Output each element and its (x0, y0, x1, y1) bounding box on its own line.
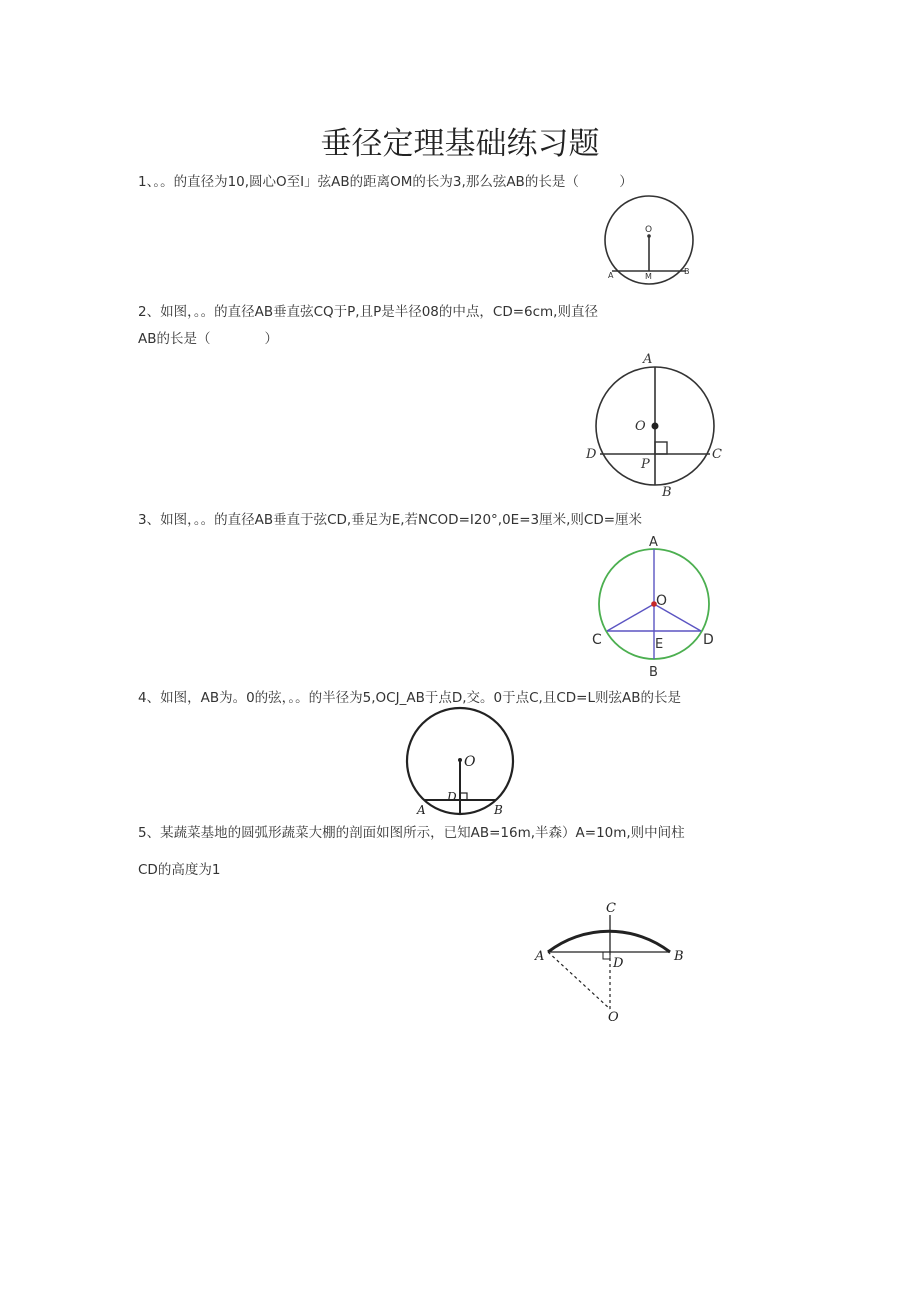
fig5-label-a: A (535, 949, 545, 964)
fig1-label-b: B (684, 267, 690, 276)
fig4-right-angle-mark (460, 793, 467, 800)
fig4-label-a: A (417, 803, 426, 817)
question-2-line-1: 2、如图，。。的直径AB垂直弦CQ于P,且P是半径08的中点，CD=6cm,则直径 (138, 304, 598, 320)
fig5-dashed-ao (548, 952, 610, 1009)
fig5-label-o: O (608, 1010, 619, 1025)
fig3-label-a: A (649, 535, 658, 550)
fig1-label-a: A (608, 271, 614, 280)
fig2-label-o: O (635, 419, 646, 434)
fig2-label-b: B (662, 485, 672, 500)
fig2-label-c: C (712, 447, 722, 462)
fig5-right-angle-mark (603, 952, 610, 959)
fig5-label-b: B (674, 949, 684, 964)
fig3-label-o: O (656, 593, 668, 609)
question-2-line-2: AB的长是（ ） (138, 331, 278, 347)
question-4-text: 4、如图，AB为。0的弦，。。的半径为5,OCJ_AB于点D,交。0于点C,且CD=L则弦AB的长是 (138, 690, 681, 706)
question-3-text: 3、如图，。。的直径AB垂直于弦CD,垂足为E,若NCOD=I20°,0E=3厘米,则CD=厘米 (138, 512, 643, 528)
fig1-label-m: M (645, 272, 652, 281)
fig5-arc-acb (548, 931, 670, 952)
figure-1 (600, 192, 700, 284)
fig5-label-c: C (606, 901, 616, 916)
fig3-label-b: B (649, 665, 658, 680)
fig1-label-o: O (645, 225, 653, 235)
figure-5 (530, 897, 695, 1027)
fig2-label-d: D (586, 447, 597, 462)
fig2-label-p: P (641, 457, 650, 472)
fig4-label-o: O (464, 754, 476, 770)
fig3-radius-oc (607, 604, 654, 631)
fig4-label-b: B (494, 803, 503, 817)
page-title: 垂径定理基础练习题 (320, 126, 600, 162)
figure-4 (402, 708, 520, 818)
fig3-label-c: C (592, 632, 602, 648)
figure-2 (582, 348, 732, 500)
question-5-line-1: 5、某蔬菜基地的圆弧形蔬菜大棚的剖面如图所示，已知AB=16m,半森）A=10m,则中间柱 (138, 825, 685, 841)
fig2-right-angle-mark (655, 442, 667, 454)
fig5-label-d: D (613, 956, 624, 971)
fig2-center-dot (652, 423, 659, 430)
fig3-label-e: E (655, 637, 664, 652)
fig3-label-d: D (703, 632, 714, 648)
figure-3 (588, 532, 722, 680)
fig2-label-a: A (643, 352, 653, 367)
question-1-text: 1、。。的直径为10,圆心O至I」弦AB的距离OM的长为3,那么弦AB的长是（ ） (138, 174, 633, 190)
fig4-label-d: D (447, 790, 457, 804)
fig4-center-dot (458, 758, 462, 762)
question-5-line-2: CD的高度为1 (138, 862, 221, 878)
